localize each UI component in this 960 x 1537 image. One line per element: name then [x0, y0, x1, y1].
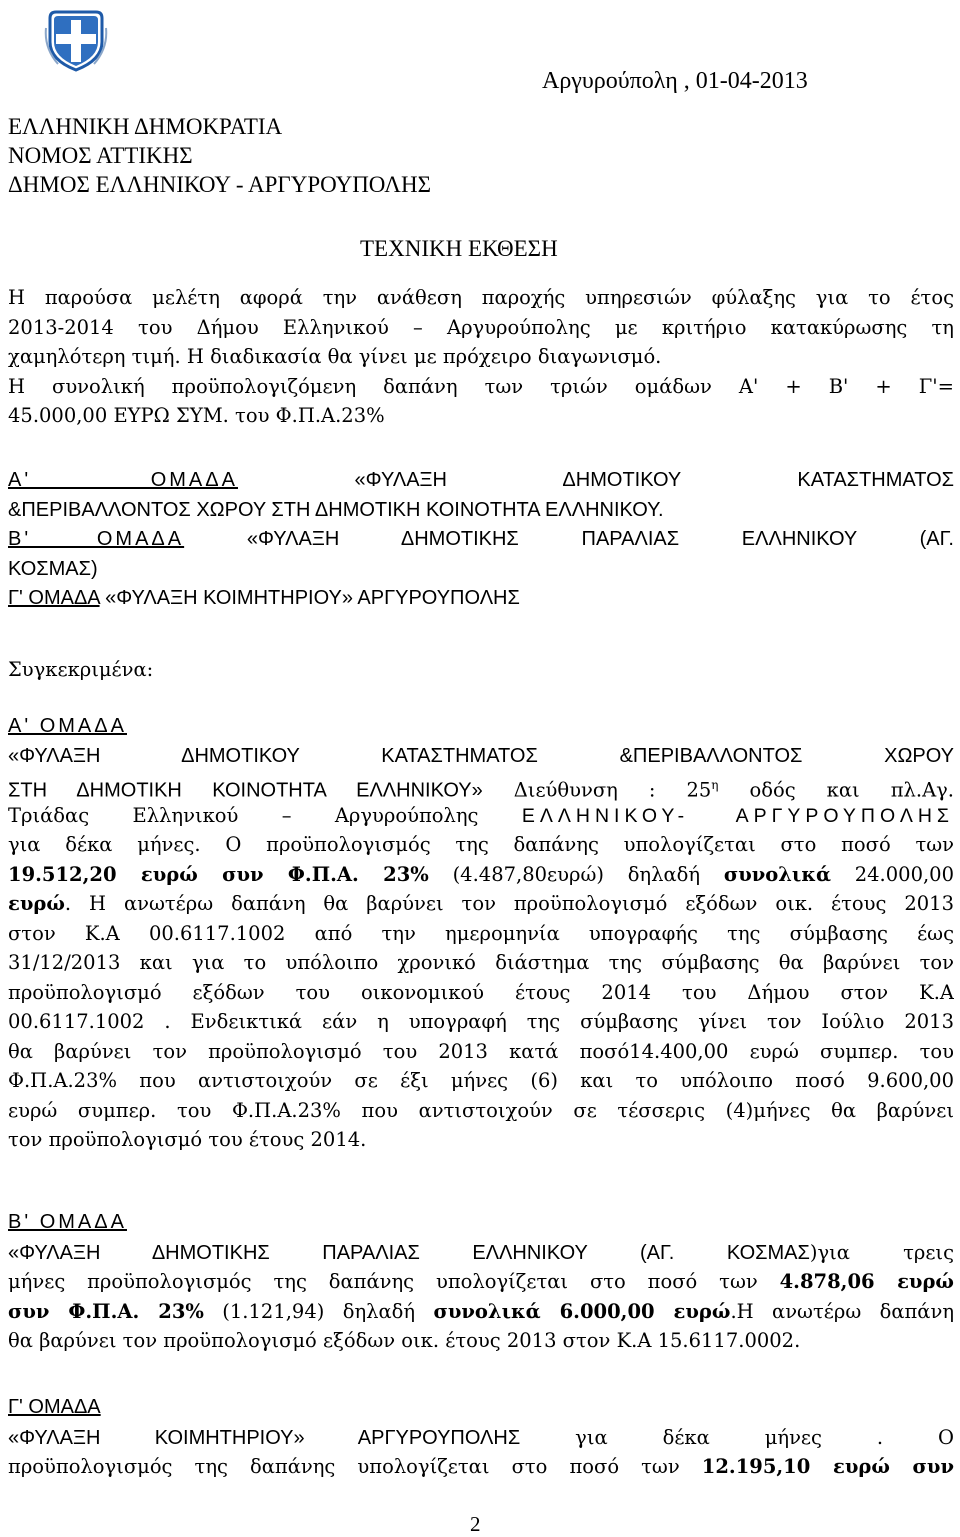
text-line — [8, 1297, 954, 1327]
ordinal-sup: η — [711, 778, 719, 792]
group-a-title: «ΦΥΛΑΞΗ ΔΗΜΟΤΙΚΟΥ ΚΑΤΑΣΤΗΜΑΤΟΣ — [354, 469, 954, 491]
text-line: 00.6117.1002 . Ενδεικτικά εάν η υπογραφή της σύμβασης γίνει τον Ιούλιο 2013 — [8, 1010, 954, 1033]
group-a-title-cont: &ΠΕΡΙΒΑΛΛΟΝΤΟΣ ΧΩΡΟΥ ΣΤΗ ΔΗΜΟΤΙΚΗ ΚΟΙΝΟΤΗΤΑ ΕΛΛΗΝΙΚΟΥ. — [8, 498, 664, 521]
group-a-label: Α' ΟΜΑΔΑ — [8, 469, 238, 491]
text-line: Η παρούσα μελέτη αφορά την ανάθεση παροχής υπηρεσιών φύλαξης για το έτος — [8, 286, 954, 309]
text-line: 45.000,00 ΕΥΡΩ ΣΥΜ. του Φ.Π.Α.23% — [8, 404, 385, 427]
duration-text: )για τρεις — [809, 1240, 954, 1264]
text-line: Η συνολική προϋπολογιζόμενη δαπάνη των τριών ομάδων Α' + Β' + Γ'= — [8, 374, 954, 398]
section-a-title-cont: ΣΤΗ ΔΗΜΟΤΙΚΗ ΚΟΙΝΟΤΗΤΑ ΕΛΛΗΝΙΚΟΥ» — [8, 779, 483, 801]
budget-text-cont: .Η ανωτέρω δαπάνη — [730, 1299, 954, 1323]
total-label: συνολικά — [433, 1299, 541, 1323]
amount-net: 4.878,06 ευρώ — [779, 1270, 954, 1293]
vat-text: (4.487,80ευρώ) δηλαδή — [428, 862, 724, 886]
section-a — [8, 712, 954, 1155]
section-c-title: «ΦΥΛΑΞΗ ΚΟΙΜΗΤΗΡΙΟΥ» ΑΡΓΥΡΟΥΠΟΛΗΣ — [8, 1426, 521, 1449]
location-caps: ΕΛΛΗΝΙΚΟΥ- ΑΡΓΥΡΟΥΠΟΛΗΣ — [521, 804, 954, 827]
text-line: τον προϋπολογισμό του έτους 2014. — [8, 1128, 367, 1151]
total-amount: 6.000,00 ευρώ — [540, 1299, 731, 1323]
text-line — [8, 889, 954, 919]
location-text: Τριάδας Ελληνικού – Αργυρούπολης — [8, 803, 522, 827]
text-line: προϋπολογισμό εξόδων του οικονομικού έτους 2014 του Δήμου στον Κ.Α — [8, 980, 954, 1004]
text-line — [8, 1267, 954, 1297]
vat-label: συν Φ.Π.Α. 23% — [8, 1299, 204, 1323]
amount-net: 19.512,20 ευρώ συν Φ.Π.Α. 23% — [8, 862, 429, 886]
text-line: θα βαρύνει τον προϋπολογισμό του 2013 κατά ποσό14.400,00 ευρώ συμπερ. του — [8, 1039, 954, 1063]
text-line — [8, 860, 954, 890]
budget-text: προϋπολογισμός της δαπάνης υπολογίζεται στο ποσό των — [8, 1455, 702, 1478]
text-line: για δέκα μήνες. Ο προϋπολογισμός της δαπάνης υπολογίζεται στο ποσό των — [8, 833, 954, 856]
groups-summary — [8, 466, 954, 614]
budget-text: μήνες προϋπολογισμός της δαπάνης υπολογίζεται στο ποσό των — [8, 1270, 780, 1293]
total-label: συνολικά — [723, 862, 831, 886]
section-a-label: Α' ΟΜΑΔΑ — [8, 715, 127, 737]
group-c-label: Γ' ΟΜΑΔΑ — [8, 587, 100, 609]
section-a-title: «ΦΥΛΑΞΗ ΔΗΜΟΤΙΚΟΥ ΚΑΤΑΣΤΗΜΑΤΟΣ &ΠΕΡΙΒΑΛΛΟΝΤΟΣ ΧΩΡΟΥ — [8, 744, 954, 767]
text-line: ευρώ συμπερ. του Φ.Π.Α.23% που αντιστοιχούν σε τέσσερις (4)μήνες θα βαρύνει — [8, 1098, 954, 1122]
budget-text: . Η ανωτέρω δαπάνη θα βαρύνει τον προϋπολογισμό εξόδων οικ. έτους 2013 — [64, 892, 954, 915]
text-line — [8, 771, 954, 801]
header-prefecture: ΝΟΜΟΣ ΑΤΤΙΚΗΣ — [8, 143, 193, 168]
section-c — [8, 1393, 954, 1482]
group-b-title-cont: ΚΟΣΜΑΣ) — [8, 557, 98, 580]
page-number: 2 — [470, 1512, 481, 1536]
section-b-title: «ΦΥΛΑΞΗ ΔΗΜΟΤΙΚΗΣ ΠΑΡΑΛΙΑΣ ΕΛΛΗΝΙΚΟΥ (ΑΓ. ΚΟΣΜΑΣ — [8, 1241, 810, 1264]
text-line — [8, 1452, 954, 1482]
text-line: Φ.Π.Α.23% που αντιστοιχούν σε έξι μήνες (6) και το υπόλοιπο ποσό 9.600,00 — [8, 1069, 954, 1092]
text-line — [8, 1423, 954, 1453]
address-text: Διεύθυνση : 25 — [482, 778, 712, 801]
vat-text: (1.121,94) δηλαδή — [203, 1299, 434, 1323]
group-a-summary — [8, 466, 954, 496]
header-municipality: ΔΗΜΟΣ ΕΛΛΗΝΙΚΟΥ - ΑΡΓΥΡΟΥΠΟΛΗΣ — [8, 172, 431, 197]
section-b — [8, 1208, 954, 1356]
amount-net: 12.195,10 ευρώ συν — [701, 1455, 954, 1478]
group-b-title: «ΦΥΛΑΞΗ ΔΗΜΟΤΙΚΗΣ ΠΑΡΑΛΙΑΣ ΕΛΛΗΝΙΚΟΥ (ΑΓ. — [246, 528, 954, 550]
header-republic: ΕΛΛΗΝΙΚΗ ΔΗΜΟΚΡΑΤΙΑ — [8, 114, 283, 139]
text-line: 2013-2014 του Δήμου Ελληνικού – Αργυρούπολης με κριτήριο κατακύρωσης τη — [8, 315, 954, 339]
issuer-header — [8, 112, 431, 199]
specifically-label: Συγκεκριμένα: — [8, 658, 154, 681]
text-line: 31/12/2013 και για το υπόλοιπο χρονικό διάστημα της σύμβασης θα βαρύνει τον — [8, 951, 954, 974]
intro-paragraph — [8, 283, 954, 431]
text-line: χαμηλότερη τιμή. Η διαδικασία θα γίνει με πρόχειρο διαγωνισμό. — [8, 345, 662, 368]
document-title: ΤΕΧΝΙΚΗ ΕΚΘΕΣΗ — [360, 236, 558, 261]
address-text-cont: οδός και πλ.Αγ. — [718, 778, 954, 801]
section-b-label: Β' ΟΜΑΔΑ — [8, 1211, 127, 1233]
text-line: θα βαρύνει τον προϋπολογισμό εξόδων οικ. έτους 2013 στον Κ.Α 15.6117.0002. — [8, 1329, 801, 1352]
group-c-title: «ΦΥΛΑΞΗ ΚΟΙΜΗΤΗΡΙΟΥ» ΑΡΓΥΡΟΥΠΟΛΗΣ — [105, 587, 520, 609]
document-date: Αργυρούπολη , 01-04-2013 — [542, 68, 808, 94]
group-b-summary — [8, 525, 954, 555]
duration-text: για δέκα μήνες . Ο — [520, 1425, 954, 1449]
group-b-label: Β' ΟΜΑΔΑ — [8, 528, 185, 550]
section-c-label: Γ' ΟΜΑΔΑ — [8, 1396, 101, 1418]
text-line — [8, 801, 954, 831]
text-line: στον Κ.Α 00.6117.1002 από την ημερομηνία υπογραφής της σύμβασης έως — [8, 921, 954, 945]
total-amount: 24.000,00 — [831, 862, 954, 886]
currency-bold: ευρώ — [8, 892, 65, 915]
greek-coat-of-arms-icon — [44, 8, 108, 74]
group-c-summary — [8, 584, 954, 614]
text-line — [8, 1238, 954, 1268]
